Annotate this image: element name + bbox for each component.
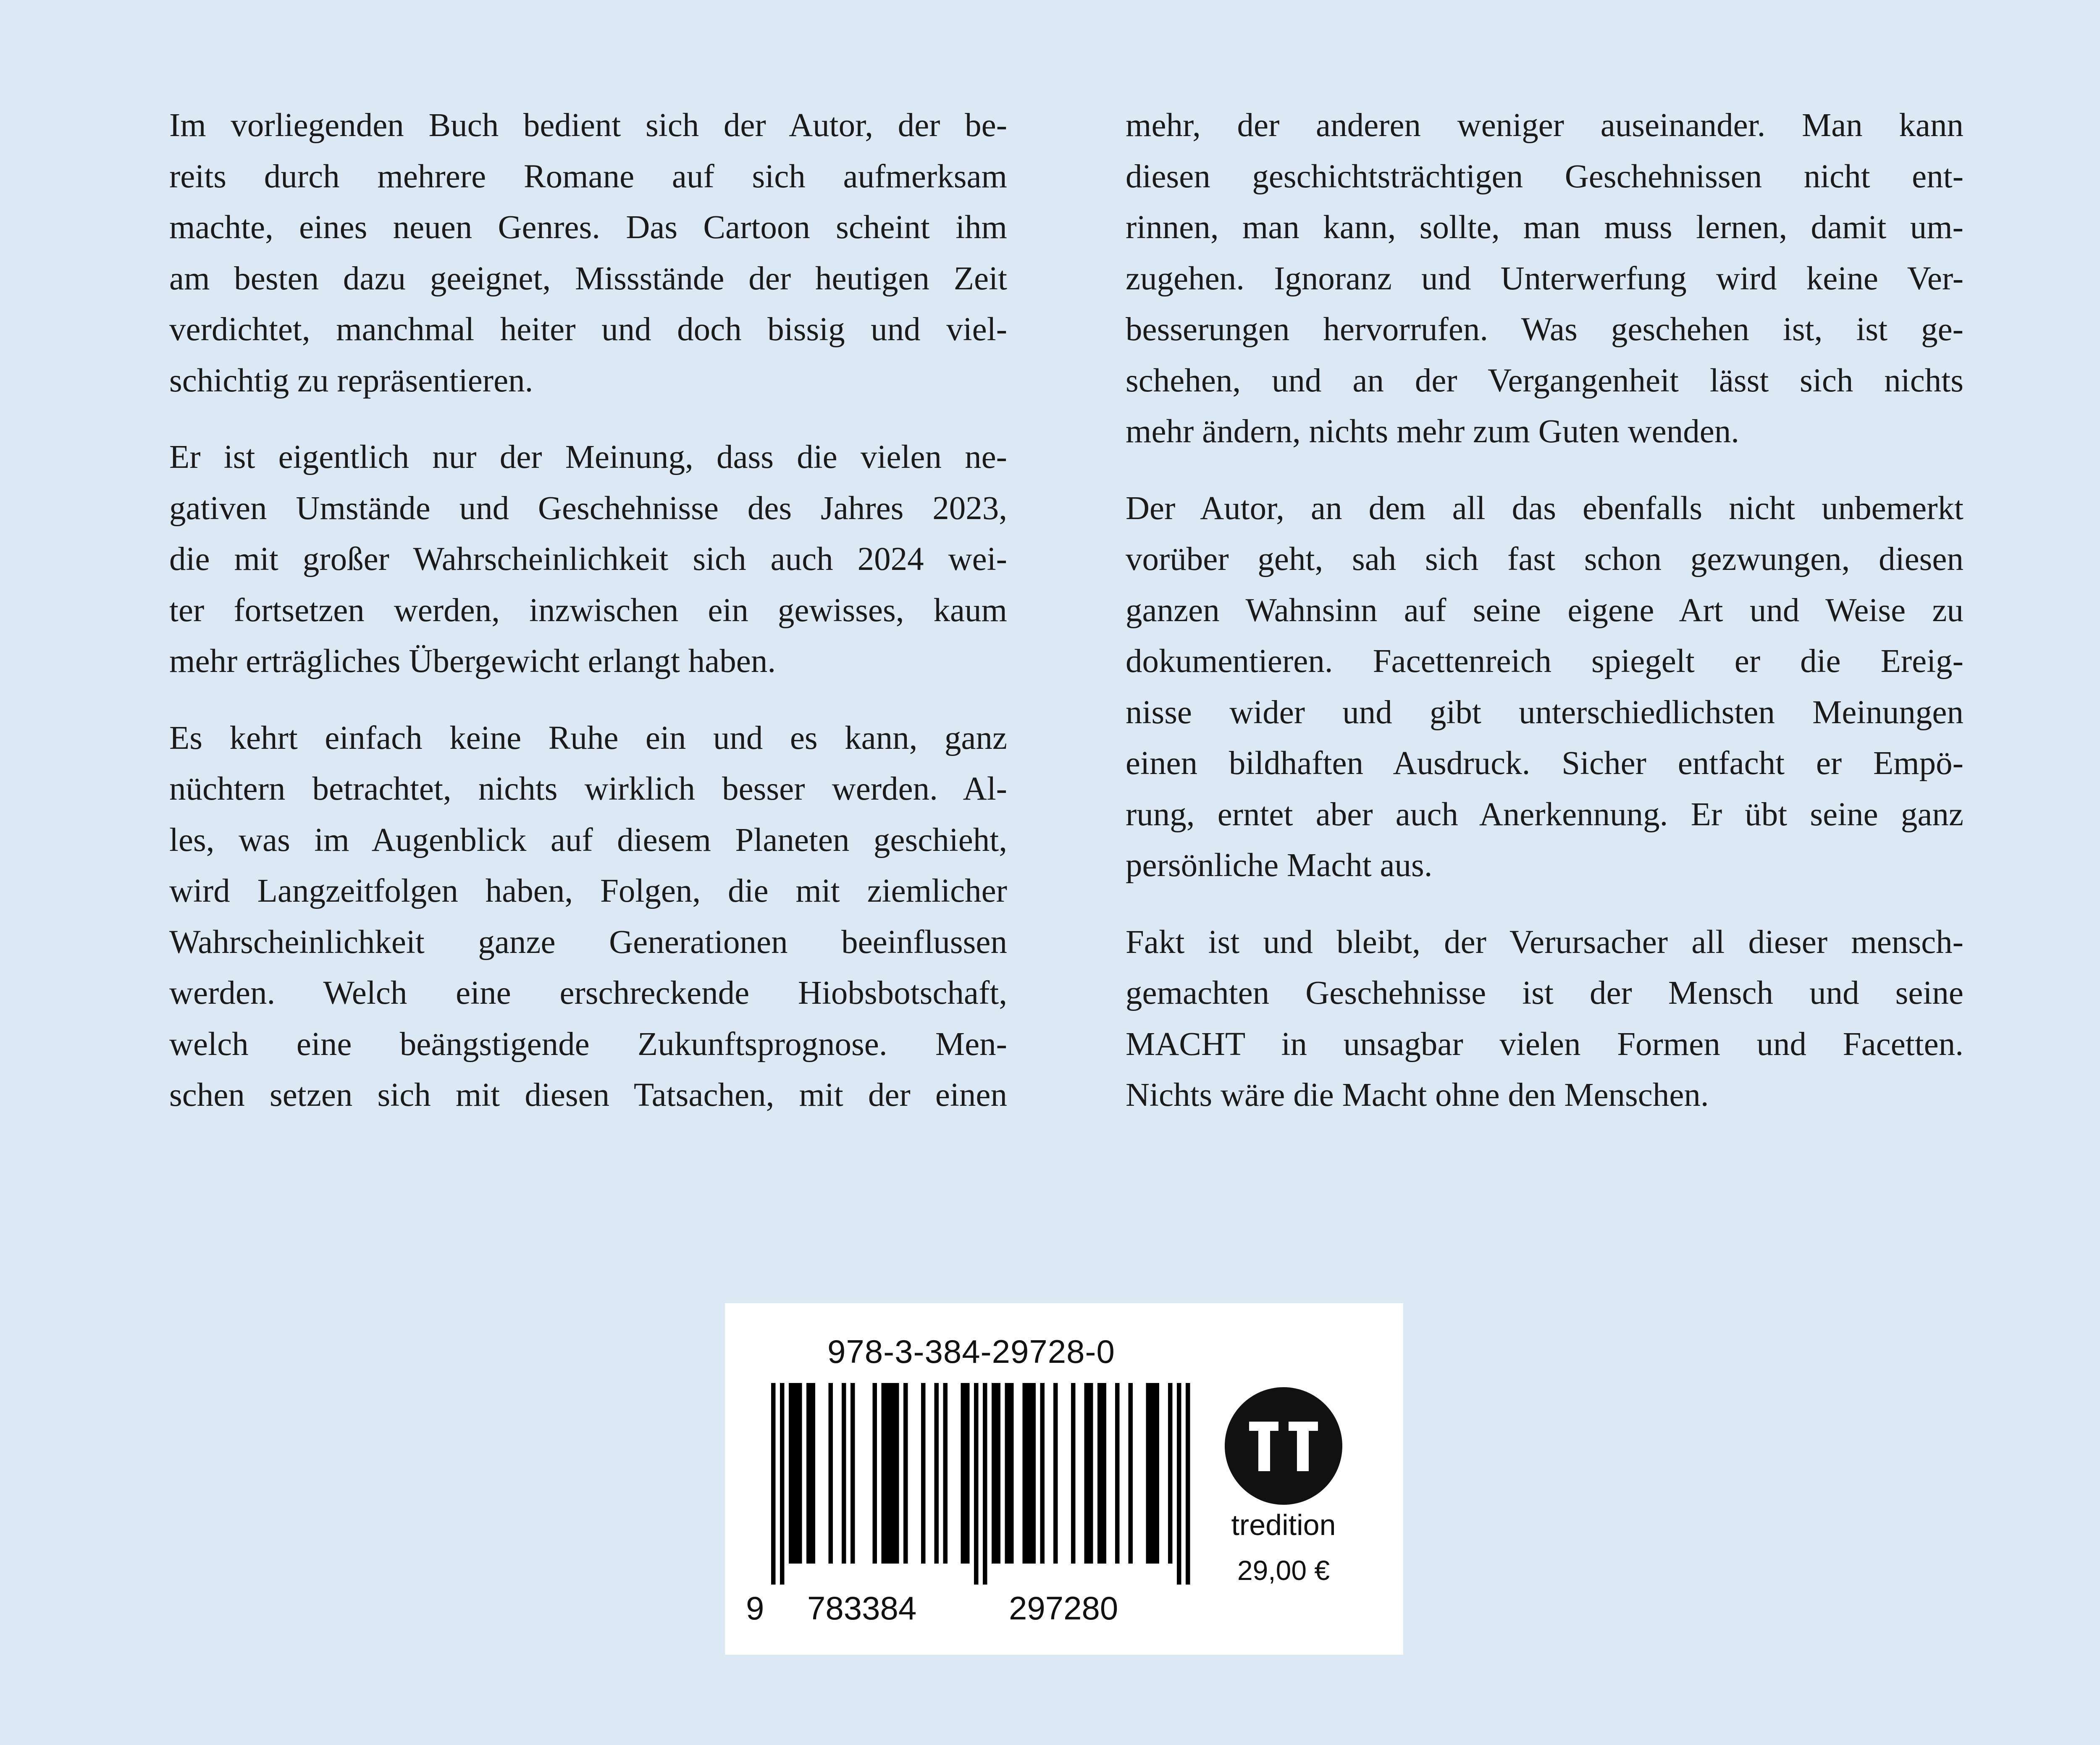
text-line: Im vorliegenden Buch bedient sich der Autor, der be- [169,107,1007,144]
barcode-guard-bar [1186,1383,1190,1585]
barcode-bar [965,1383,970,1564]
barcode-digits-left: 783384 [807,1590,917,1627]
barcode-bar [1150,1383,1155,1564]
barcode-bar [806,1383,811,1564]
text-line: nüchtern betrachtet, nichts wirklich besser werden. Al- [169,771,1007,807]
barcode-bar [842,1383,846,1564]
barcode-bar [811,1383,816,1564]
text-line: gativen Umstände und Geschehnisse des Jahres 2023, [169,490,1007,527]
paragraph [169,432,1007,687]
text-line: wird Langzeitfolgen haben, Folgen, die mit ziemlicher [169,873,1007,909]
barcode-bar [1097,1383,1102,1564]
text-line: machte, eines neuen Genres. Das Cartoon scheint ihm [169,209,1007,246]
barcode-bar [789,1383,793,1564]
text-line: Wahrscheinlichkeit ganze Generationen beeinflussen [169,924,1007,960]
text-line: ter fortsetzen werden, inzwischen ein gewisses, kaum [169,592,1007,629]
tredition-logo-icon [1225,1387,1342,1505]
text-line: diesen geschichtsträchtigen Geschehnissen nicht ent- [1126,158,1964,195]
text-line: schehen, und an der Vergangenheit lässt sich nichts [1126,362,1964,399]
text-line: werden. Welch eine erschreckende Hiobsbotschaft, [169,975,1007,1011]
text-line: rinnen, man kann, sollte, man muss lernen, damit um- [1126,209,1964,246]
barcode-bar [886,1383,890,1564]
barcode-bar [1071,1383,1076,1564]
barcode-bar [873,1383,877,1564]
barcode-guard-bar [780,1383,785,1585]
barcode-bar [1129,1383,1133,1564]
barcode-bar [1040,1383,1045,1564]
barcode-bar [943,1383,948,1564]
text-line: reits durch mehrere Romane auf sich aufmerksam [169,158,1007,195]
text-line: Fakt ist und bleibt, der Verursacher all dieser mensch- [1126,924,1964,960]
text-line: welch eine beängstigende Zukunftsprognose. Men- [169,1026,1007,1063]
price-label: 29,00 € [1237,1555,1330,1586]
barcode-bar [1032,1383,1036,1564]
barcode-bar [1146,1383,1151,1564]
isbn-number: 978-3-384-29728-0 [827,1333,1115,1370]
barcode-bar [829,1383,833,1564]
barcode-bar [895,1383,899,1564]
barcode-bar [1023,1383,1027,1564]
text-line: Er ist eigentlich nur der Meinung, dass die vielen ne- [169,439,1007,475]
barcode-bar [798,1383,802,1564]
barcode-guard-bar [974,1383,979,1585]
left-text-column [169,100,1007,1121]
text-line: einen bildhaften Ausdruck. Sicher entfacht er Empö- [1126,745,1964,782]
text-line: MACHT in unsagbar vielen Formen und Facetten. [1126,1026,1964,1063]
barcode-bar [793,1383,798,1564]
barcode-digit-first: 9 [746,1590,764,1627]
barcode-bar [1027,1383,1032,1564]
paragraph [169,713,1007,1121]
text-line: schen setzen sich mit diesen Tatsachen, mit der einen [169,1077,1007,1113]
barcode-bar [934,1383,939,1564]
text-line: am besten dazu geeignet, Missstände der heutigen Zeit [169,260,1007,297]
barcode-bar [1155,1383,1160,1564]
isbn-barcode-label [725,1303,1403,1655]
barcode-bar [1168,1383,1173,1564]
barcode-bar [890,1383,895,1564]
barcode-bar [1005,1383,1010,1564]
barcode-guard-bar [1177,1383,1181,1585]
paragraph [1126,917,1964,1121]
barcode-bar [996,1383,1001,1564]
barcode-bar [1102,1383,1107,1564]
text-line: dokumentieren. Facettenreich spiegelt er die Ereig- [1126,643,1964,680]
paragraph [1126,100,1964,457]
barcode-bar [961,1383,966,1564]
paragraph [169,100,1007,406]
text-line: nisse wider und gibt unterschiedlichsten Meinungen [1126,694,1964,731]
barcode-bar [1115,1383,1120,1564]
barcode-bar [921,1383,926,1564]
barcode-guard-bar [983,1383,987,1585]
text-line: gemachten Geschehnisse ist der Mensch und seine [1126,975,1964,1011]
text-line: les, was im Augenblick auf diesem Planeten geschieht, [169,821,1007,858]
text-line: verdichtet, manchmal heiter und doch bissig und viel- [169,311,1007,348]
paragraph [1126,483,1964,891]
text-line: vorüber geht, sah sich fast schon gezwungen, diesen [1126,541,1964,577]
text-line: Es kehrt einfach keine Ruhe ein und es kann, ganz [169,719,1007,756]
text-line: besserungen hervorrufen. Was geschehen ist, ist ge- [1126,311,1964,348]
text-line: mehr, der anderen weniger auseinander. Man kann [1126,107,1964,144]
text-line: ganzen Wahnsinn auf seine eigene Art und Weise zu [1126,592,1964,629]
text-line: schichtig zu repräsentieren. [169,362,533,399]
text-line: rung, erntet aber auch Anerkennung. Er übt seine ganz [1126,796,1964,833]
text-line: mehr ändern, nichts mehr zum Guten wenden. [1126,413,1740,450]
text-line: die mit großer Wahrscheinlichkeit sich auch 2024 wei- [169,541,1007,577]
text-line: Der Autor, an dem all das ebenfalls nicht unbemerkt [1126,490,1964,527]
barcode-guard-bar [771,1383,776,1585]
text-line: zugehen. Ignoranz und Unterwerfung wird keine Ver- [1126,260,1964,297]
barcode-bar [850,1383,855,1564]
text-line: mehr erträgliches Übergewicht erlangt haben. [169,643,776,680]
right-text-column [1126,100,1964,1121]
barcode-bar [1053,1383,1058,1564]
barcode-digits-right: 297280 [1009,1590,1118,1627]
barcode-bar [992,1383,996,1564]
publisher-name: tredition [1231,1509,1336,1541]
barcode-bar [1089,1383,1093,1564]
barcode-bar [1084,1383,1089,1564]
barcode-bar [903,1383,908,1564]
text-line: persönliche Macht aus. [1126,847,1433,884]
barcode-bars [771,1383,1191,1585]
barcode-bar [1009,1383,1014,1564]
barcode-bar [882,1383,886,1564]
text-line: Nichts wäre die Macht ohne den Menschen. [1126,1077,1709,1113]
